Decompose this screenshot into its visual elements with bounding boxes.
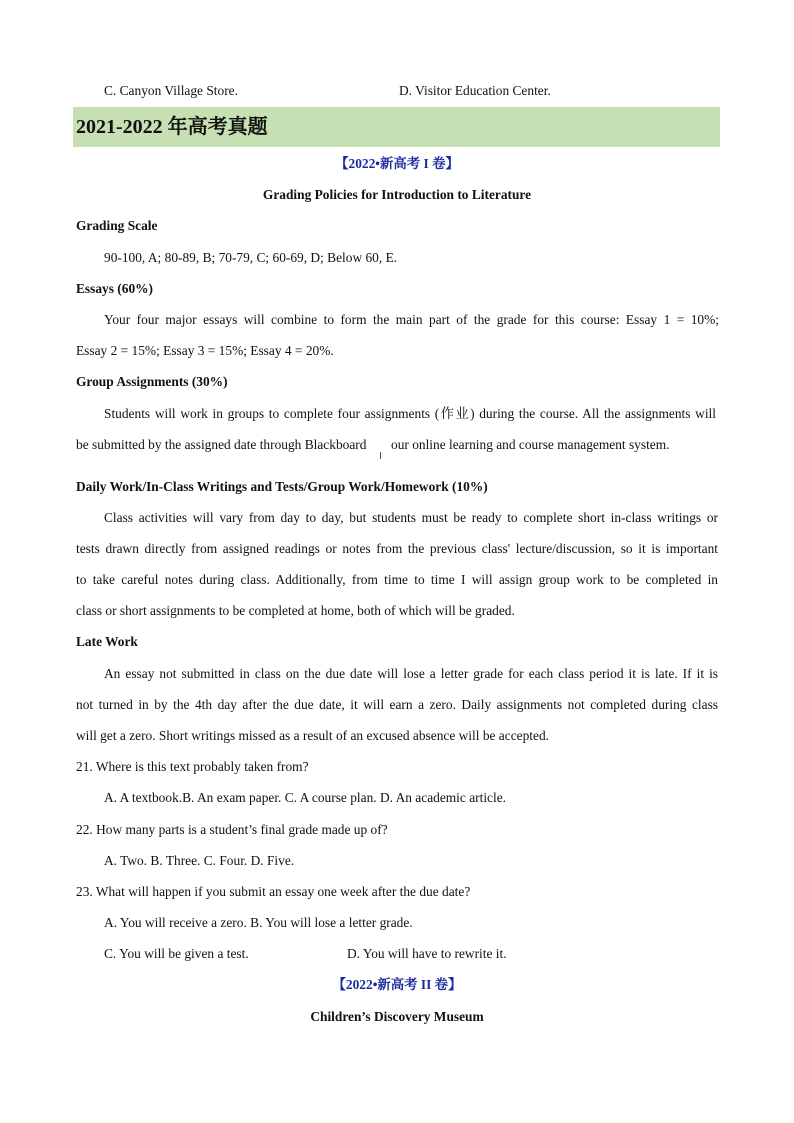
question-22: 22. How many parts is a student’s final grade made up of? xyxy=(76,822,388,837)
source-label-2: 【2022•新高考 II 卷】 xyxy=(332,977,462,992)
banner-title: 2021-2022 年高考真题 xyxy=(76,116,268,138)
question-23-option-d: D. You will have to rewrite it. xyxy=(347,946,507,961)
source-label-1: 【2022•新高考 I 卷】 xyxy=(335,156,459,171)
passage-title-2: Children’s Discovery Museum xyxy=(310,1009,484,1024)
passage-title-1: Grading Policies for Introduction to Literature xyxy=(262,187,532,202)
group-line-2b: our online learning and course management system. xyxy=(391,437,670,452)
option-c-canyon: C. Canyon Village Store. xyxy=(104,83,238,98)
grading-scale-heading: Grading Scale xyxy=(76,218,158,233)
late-work-heading: Late Work xyxy=(76,634,138,649)
daily-line-3: to take careful notes during class. Additionally, from time to time I will assign group work to be completed in xyxy=(76,572,718,587)
stray-mark xyxy=(380,452,381,459)
daily-work-heading: Daily Work/In-Class Writings and Tests/Group Work/Homework (10%) xyxy=(76,479,488,494)
late-line-3: will get a zero. Short writings missed as a result of an excused absence will be accepted. xyxy=(76,728,549,743)
question-23-options-ab: A. You will receive a zero. B. You will lose a letter grade. xyxy=(104,915,413,930)
late-line-1: An essay not submitted in class on the due date will lose a letter grade for each class period it is late. If it is xyxy=(104,666,718,681)
essays-line-2: Essay 2 = 15%; Essay 3 = 15%; Essay 4 = 20%. xyxy=(76,343,334,358)
question-23: 23. What will happen if you submit an essay one week after the due date? xyxy=(76,884,471,899)
group-heading: Group Assignments (30%) xyxy=(76,374,228,389)
late-line-2: not turned in by the 4th day after the due date, it will earn a zero. Daily assignments not completed during class xyxy=(76,697,718,712)
daily-line-4: class or short assignments to be completed at home, both of which will be graded. xyxy=(76,603,515,618)
group-line-2a: be submitted by the assigned date through Blackboard xyxy=(76,437,367,452)
question-23-option-c: C. You will be given a test. xyxy=(104,946,249,961)
essays-heading: Essays (60%) xyxy=(76,281,154,296)
essays-line-1: Your four major essays will combine to form the main part of the grade for this course: Essay 1 = 10%; xyxy=(104,312,719,327)
question-21-options: A. A textbook.B. An exam paper. C. A course plan. D. An academic article. xyxy=(104,790,506,805)
grading-scale-text: 90-100, A; 80-89, B; 70-79, C; 60-69, D; Below 60, E. xyxy=(104,250,398,265)
daily-line-2: tests drawn directly from assigned readings or notes from the previous class' lecture/discussion, so it is important xyxy=(76,541,718,556)
question-22-options: A. Two. B. Three. C. Four. D. Five. xyxy=(104,853,295,868)
group-line-1: Students will work in groups to complete four assignments (作业) during the course. All the assignments will xyxy=(104,406,716,421)
option-d-visitor: D. Visitor Education Center. xyxy=(399,83,551,98)
question-21: 21. Where is this text probably taken from? xyxy=(76,759,309,774)
daily-line-1: Class activities will vary from day to day, but students must be ready to complete short in-class writings or xyxy=(104,510,718,525)
